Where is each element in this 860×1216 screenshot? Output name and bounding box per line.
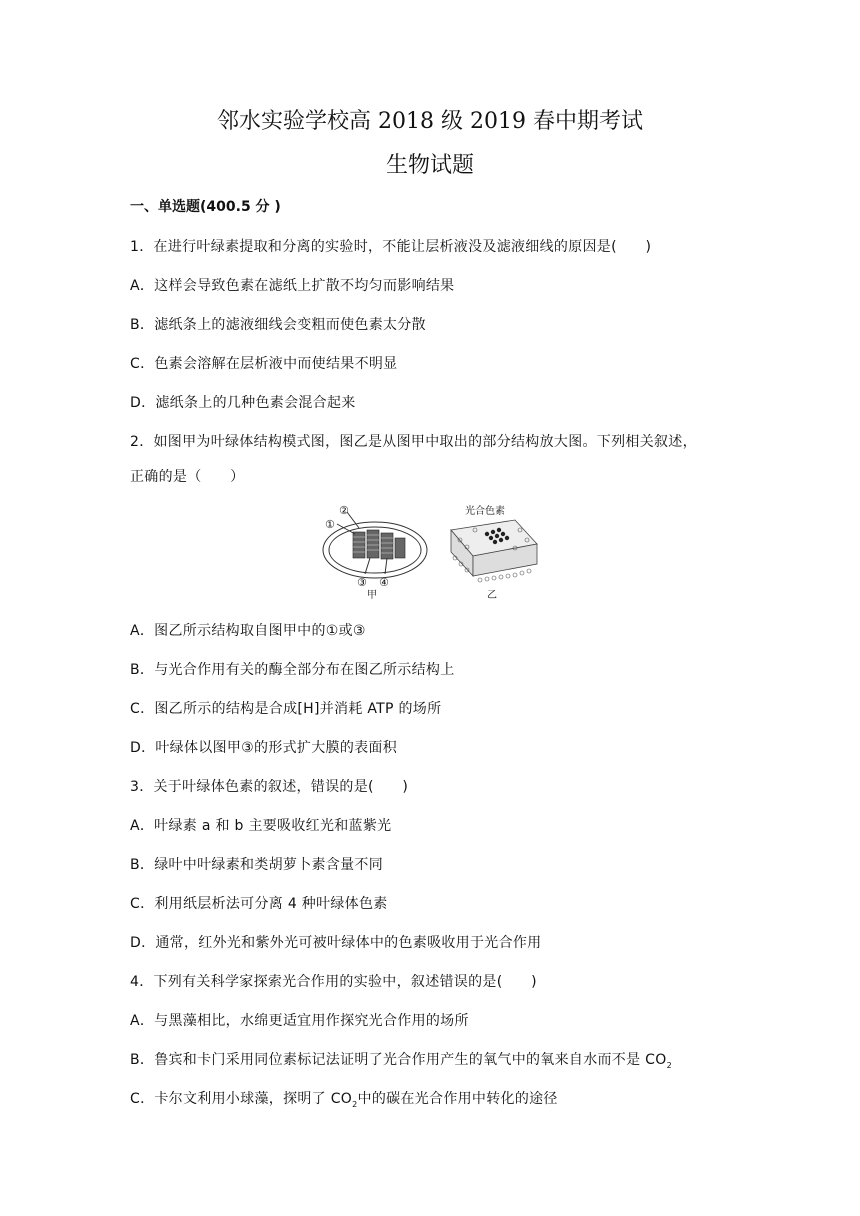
question-3-option-c: C．利用纸层析法可分离 4 种叶绿体色素 — [130, 896, 388, 912]
question-2-stem-line-2: 正确的是（ ） — [130, 469, 245, 485]
chloroplast-diagram-jia — [323, 512, 427, 578]
question-4-option-b: B．鲁宾和卡门采用同位素标记法证明了光合作用产生的氧气中的氧来自水而不是 $CO_2$ — [130, 1052, 672, 1070]
question-1-option-c: C．色素会溶解在层析液中而使结果不明显 — [130, 356, 398, 372]
label-pigment: 光合色素 — [465, 506, 505, 517]
label-3: ③ — [357, 576, 367, 589]
label-jia: 甲 — [367, 590, 377, 600]
question-2-stem-line-1: 2．如图甲为叶绿体结构模式图，图乙是从图甲中取出的部分结构放大图。下列相关叙述， — [130, 434, 697, 450]
exam-subject: 生物试题 — [385, 153, 474, 178]
question-1-stem: 1．在进行叶绿素提取和分离的实验时，不能让层析液没及滤液细线的原因是( ) — [130, 239, 652, 255]
question-3-option-d: D．通常，红外光和紫外光可被叶绿体中的色素吸收用于光合作用 — [130, 935, 542, 951]
question-2-option-b: B．与光合作用有关的酶全部分布在图乙所示结构上 — [130, 662, 455, 678]
question-1-option-b: B．滤纸条上的滤液细线会变粗而使色素太分散 — [130, 317, 426, 333]
question-2-option-a: A．图乙所示结构取自图甲中的①或③ — [130, 623, 366, 639]
label-yi: 乙 — [487, 590, 497, 600]
thylakoid-membrane-diagram-yi — [451, 520, 537, 582]
question-1-option-a: A．这样会导致色素在滤纸上扩散不均匀而影响结果 — [130, 278, 455, 294]
chloroplast-figure — [315, 500, 545, 600]
question-3-option-b: B．绿叶中叶绿素和类胡萝卜素含量不同 — [130, 857, 384, 873]
label-2: ② — [339, 504, 349, 517]
section-heading: 一、单选题(400.5 分 ) — [130, 199, 281, 215]
question-3-option-a: A．叶绿素 a 和 b 主要吸收红光和蓝紫光 — [130, 818, 392, 834]
question-4-stem: 4．下列有关科学家探索光合作用的实验中，叙述错误的是( ) — [130, 974, 537, 990]
question-2-option-c: C．图乙所示的结构是合成[H]并消耗 ATP 的场所 — [130, 701, 442, 717]
label-1: ① — [325, 518, 335, 531]
question-4-option-a: A．与黑藻相比，水绵更适宜用作探究光合作用的场所 — [130, 1013, 469, 1029]
question-2-option-d: D．叶绿体以图甲③的形式扩大膜的表面积 — [130, 740, 398, 756]
label-4: ④ — [379, 576, 389, 589]
question-1-option-d: D．滤纸条上的几种色素会混合起来 — [130, 395, 356, 411]
question-4-option-c: C．卡尔文利用小球藻，探明了 $CO_2$中的碳在光合作用中转化的途径 — [130, 1091, 558, 1109]
question-3-stem: 3．关于叶绿体色素的叙述，错误的是( ) — [130, 779, 409, 795]
exam-title: 邻水实验学校高 2018 级 2019 春中期考试 — [217, 109, 643, 134]
